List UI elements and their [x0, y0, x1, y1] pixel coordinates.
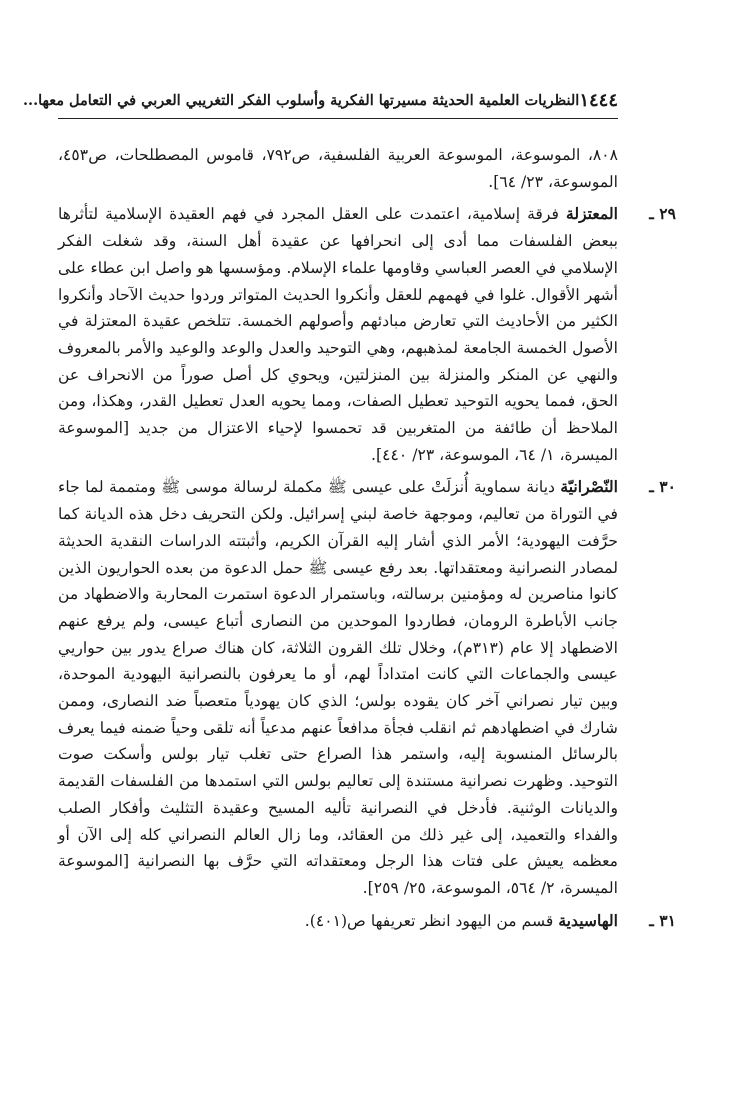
- continued-reference: ٨٠٨، الموسوعة، الموسوعة العربية الفلسفية، ص٧٩٢، قاموس المصطلحات، ص٤٥٣، الموسوعة، ٢٣/ ٦٤].: [58, 146, 619, 191]
- page-body: [58, 142, 676, 934]
- running-title: النظريات العلمية الحديثة مسيرتها الفكرية وأسلوب الفكر التغريبي العربي في التعامل معها...: [22, 91, 580, 109]
- entry-term: النّصْرانيّة: [560, 477, 618, 497]
- entry-text: فرقة إسلامية، اعتمدت على العقل المجرد في فهم العقيدة الإسلامية لتأثرها ببعض الفلسفات مما أدى إلى انحرافها عن عقيدة أهل السنة، وقد شغلت الفكر الإسلامي في العصر العباسي وقاومها علماء الإسلام. ومؤسسها هو واصل ابن عطاء على أشهر الأقوال. غلوا في فهمهم للعقل وأنكروا الحديث المتواتر وردوا حديث الآحاد وأنكروا الكثير من الأحاديث التي تعارض مبادئهم وأصولهم الخمسة. تتلخص عقيدة المعتزلة في الأصول الخمسة الجامعة لمذهبهم، وهي التوحيد والعدل والوعد والوعيد والأمر بالمعروف والنهي عن المنكر والمنزلة بين المنزلتين، ويحوي كل أصل صوراً من الانحراف عن الحق، فمما يحويه التوحيد تعطيل الصفات، ومما يحويه العدل تعطيل القدر، وهكذا، ومن الملاحظ أن طائفة من المتغربين قد تحمسوا لإحياء الاعتزال من جديد [الموسوعة الميسرة، ١/ ٦٤، الموسوعة، ٢٣/ ٤٤٠].: [58, 205, 618, 464]
- entry-number: ٣١ ـ: [649, 910, 676, 930]
- entry-text: قسم من اليهود انظر تعريفها ص(٤٠١).: [304, 911, 554, 930]
- entry-term: المعتزلة: [565, 204, 618, 224]
- entry-number: ٢٩ ـ: [649, 204, 676, 224]
- entry-number: ٣٠ ـ: [649, 477, 676, 497]
- entry-term: الهاسيدية: [558, 910, 618, 930]
- entry-christianity: [58, 474, 676, 901]
- page-number: ١٤٤٤: [579, 90, 618, 111]
- page-header: [22, 84, 618, 119]
- entry-text: ديانة سماوية أُنزلَتْ على عيسى ﷺ مكملة لرسالة موسى ﷺ ومتممة لما جاء في التوراة من تعاليم، وموجهة خاصة لبني إسرائيل. ولكن التحريف دخل هذه الديانة كما حرَّفت اليهودية؛ الأمر الذي أشار إليه القرآن الكريم، وأثبتته الدراسات النقدية الحديثة لمصادر النصرانية ومعتقداتها. بعد رفع عيسى ﷺ حمل الدعوة من بعده الحواريون الذين كانوا مناصرين له ومؤمنين برسالته، وباستمرار الدعوة استمرت المحاربة والاضطهاد من جانب الأباطرة الرومان، فطاردوا الموحدين من النصارى أتباع عيسى، ولم يرفع عنهم الاضطهاد إلا عام (٣١٣م)، وخلال تلك القرون الثلاثة، كان هناك صراع يدور بين حواريي عيسى والجماعات التي كانت امتداداً لهم، أو ما يعرفون بالنصرانية اليهودية الموحدة، وبين تيار نصراني آخر كان يقوده بولس؛ الذي كان يهودياً متعصباً ضد النصارى، وممن شارك في اضطهادهم ثم انقلب فجأة مدافعاً عنهم مدعياً أنه تلقى وحياً ضمنه فيما يعرف بالرسائل المنسوبة إليه، واستمر هذا الصراع حتى تغلب تيار بولس وأسكت صوت التوحيد. وظهرت نصرانية مستندة إلى تعاليم بولس التي استمدها من الفلسفات القديمة والديانات الوثنية. فأدخل في النصرانية تأليه المسيح وعقيدة التثليث وأفكار الصلب والفداء والتعميد، إلى غير ذلك من العقائد، وما زال العالم النصراني كله إلى الآن أو معظمه يعيش على فتات هذا الرجل ومعتقداته التي حرَّف بها النصرانية [الموسوعة الميسرة، ٢/ ٥٦٤، الموسوعة، ٢٥/ ٢٥٩].: [58, 478, 618, 897]
- entry-mutazila: [58, 201, 676, 468]
- entry-hasidism: [58, 908, 676, 935]
